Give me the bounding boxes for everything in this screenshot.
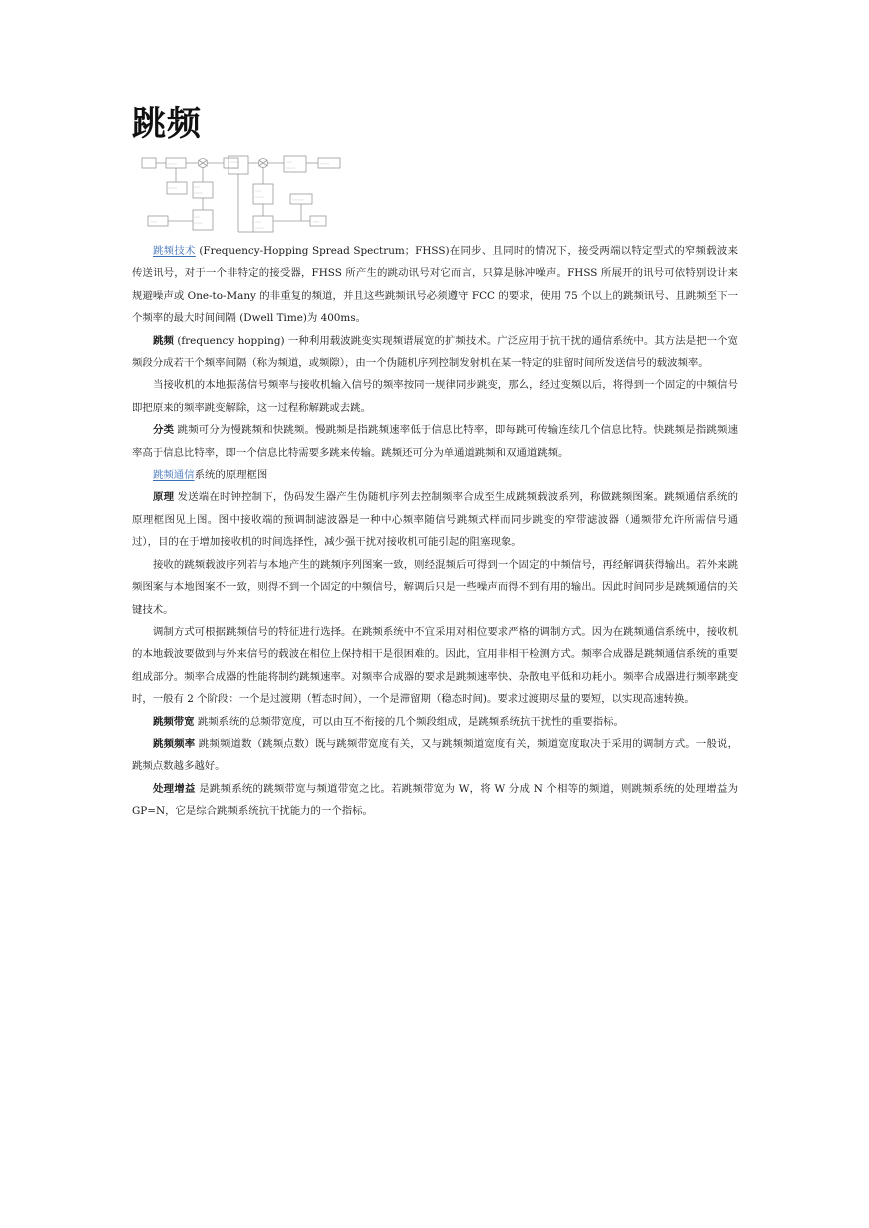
page-title: 跳频 [132,104,202,144]
svg-text:▭▭▭: ▭▭▭ [255,226,265,230]
paragraph-text: 是跳频系统的跳频带宽与频道带宽之比。若跳频带宽为 W，将 W 分成 N 个相等的频道，则跳频系统的处理增益为 GP=N，它是综合跳频系统抗干扰能力的一个指标。 [132,782,739,818]
paragraph-bandwidth [132,711,738,733]
svg-text:▭▭▭: ▭▭▭ [168,186,178,190]
paragraph-text: 接收的跳频载波序列若与本地产生的跳频序列图案一致，则经混频后可得到一个固定的中频信号，再经解调获得输出。若外来跳频图案与本地图案不一致，则得不到一个固定的中频信号，解调后只是一些噪声而得不到有用的输出。因此时间同步是跳频通信的关键技术。 [132,558,738,616]
paragraph-text: 跳频频道数（跳频点数）既与跳频带宽度有关，又与跳频频道宽度有关，频道宽度取决于采用的调制方式。一般说，跳频点数越多越好。 [132,737,738,773]
svg-text:▭▭▭: ▭▭▭ [194,221,204,225]
diagram-block-bpf [228,156,248,174]
paragraph-modulation [132,621,738,711]
svg-text:▭▭▭: ▭▭▭ [320,161,330,166]
paragraph-text: (frequency hopping) 一种利用载波跳变实现频谱展宽的扩频技术。广泛应用于抗干扰的通信系统中。其方法是把一个宽频段分成若干个频率间隔（称为频道，或频隙），由一个伪随机序列控制发射机在某一特定的驻留时间所发送信号的载波频率。 [132,334,738,370]
svg-text:▭▭▭▭: ▭▭▭▭ [292,197,305,202]
svg-text:▭▭▭: ▭▭▭ [194,191,204,195]
svg-text:▭▭▭: ▭▭▭ [230,166,240,170]
svg-text:▭▭: ▭▭ [194,215,201,219]
paragraph-classification [132,419,738,464]
term-label: 跳频频率 [153,737,196,750]
paragraph-dehopping [132,374,738,419]
svg-text:▭▭▭: ▭▭▭ [167,161,177,166]
paragraph-text: 调制方式可根据跳频信号的特征进行选择。在跳频系统中不宜采用对相位要求严格的调制方式。因为在跳频通信系统中，接收机的本地载波要做到与外来信号的载波在相位上保持相干是很困难的。因此，宜用非相干检测方式。频率合成器是跳频通信系统的重要组成部分。频率合成器的性能将制约跳频速率。对频率合成器的要求是跳频速率快、杂散电平低和功耗小。频率合成器进行频率跳变时，一般有 2 个阶段：一个是过渡期（暂态时间），一个是滞留期（稳态时间)。要求过渡期尽量的要短，以实现高速转换。 [132,625,738,706]
term-label: 分类 [153,424,175,437]
svg-text:▭▭: ▭▭ [151,219,158,224]
term-label: 跳频 [153,334,174,347]
paragraph-intro [132,240,738,330]
svg-text:▭▭: ▭▭ [194,185,201,189]
paragraph-text: (Frequency-Hopping Spread Spectrum；FHSS)在同步、且同时的情况下，接受两端以特定型式的窄频载波来传送讯号，对于一个非特定的接受器，FHSS 所产生的跳动讯号对它而言，只算是脉冲噪声。FHSS 所展开的讯号可依特别设计来规避噪声或 One-to-Many 的非重复的频道，并且这些跳频讯号必须遵守 FCC 的要求，使用 75 个以上的跳频讯号、且跳频至下一个频率的最大时间间隔 (Dwell Time)为 400ms。 [132,245,739,325]
term-label: 原理 [153,491,175,504]
svg-text:▭▭: ▭▭ [313,219,320,224]
article-body [132,240,738,823]
link-frequency-hopping-tech[interactable]: 跳频技术 [153,245,196,257]
paragraph-text: 跳频可分为慢跳频和快跳频。慢跳频是指跳频速率低于信息比特率，即每跳可传输连续几个信息比特。快跳频是指跳频速率高于信息比特率，即一个信息比特需要多跳来传输。跳频还可分为单通道跳频和双通道跳频。 [132,424,738,459]
svg-text:▭▭▭: ▭▭▭ [255,195,265,199]
diagram-block-pn [193,210,213,230]
term-label: 处理增益 [153,782,196,795]
svg-text:▭▭: ▭▭ [286,160,293,164]
link-frequency-hopping-comm[interactable]: 跳频通信 [153,469,195,482]
paragraph-diagram-caption [132,464,738,486]
svg-text:▭▭: ▭▭ [255,220,262,224]
svg-text:▭▭: ▭▭ [255,189,262,193]
svg-text:▭▭▭: ▭▭▭ [286,166,296,170]
paragraph-receiver [132,554,738,621]
paragraph-text: 发送端在时钟控制下，伪码发生器产生伪随机序列去控制频率合成至生成跳频载波系列，称做跳频图案。跳频通信系统的原理框图见上图。图中接收端的预调制滤波器是一种中心频率随信号跳频式样而同步跳变的窄带滤波器（通频带允许所需信号通过），目的在于增加接收机的时间选择性，减少强干扰对接收机可能引起的阻塞现象。 [132,491,738,549]
diagram-block [142,158,156,168]
paragraph-processing-gain [132,778,738,823]
paragraph-principle [132,486,738,553]
diagram-block-synth [253,184,273,204]
svg-text:▭▭▭: ▭▭▭ [230,160,240,164]
term-label: 跳频带宽 [153,715,195,728]
paragraph-text: 当接收机的本地振荡信号频率与接收机输入信号的频率按同一规律同步跳变，那么，经过变频以后，将得到一个固定的中频信号即把原来的频率跳变解除，这一过程称解跳或去跳。 [132,379,738,414]
paragraph-definition [132,330,738,375]
paragraph-text: 系统的原理框图 [194,469,268,482]
block-diagram-receiver-image [228,154,348,236]
paragraph-text: 跳频系统的总频带宽度，可以由互不衔接的几个频段组成，是跳频系统抗干扰性的重要指标。 [194,715,624,728]
paragraph-frequency [132,733,738,778]
